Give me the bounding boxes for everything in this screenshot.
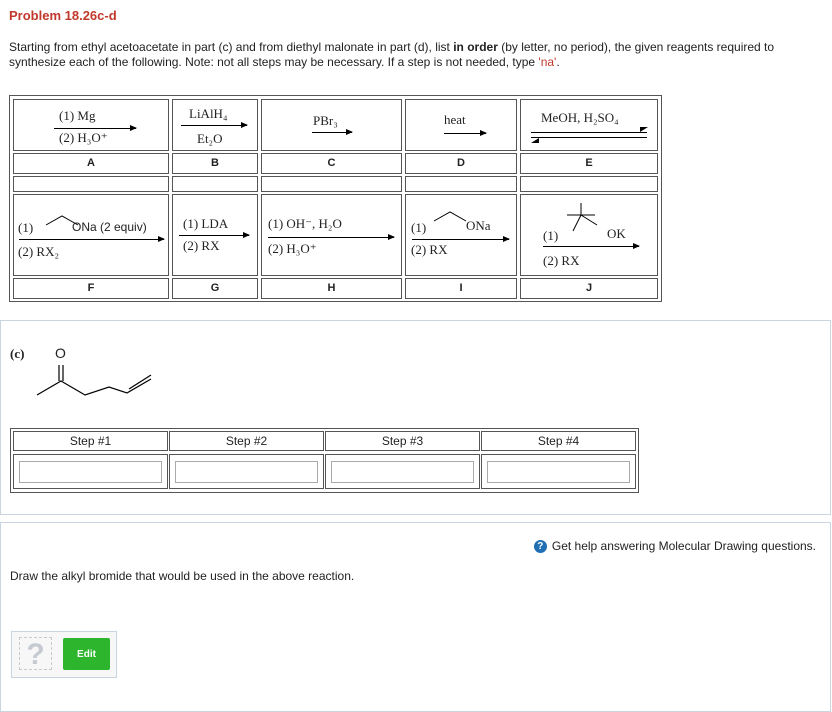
label-cell-h	[261, 278, 402, 299]
help-text: Get help answering Molecular Drawing questions.	[551, 539, 816, 553]
reagent-i-line1b: ONa	[466, 218, 491, 233]
step-input-cell-1	[13, 454, 168, 489]
label-b: B	[211, 157, 219, 169]
reagent-j-line1a: (1)	[543, 228, 559, 243]
label-h: H	[327, 282, 336, 294]
step-header-3	[325, 431, 480, 451]
spacer-cell-1	[13, 176, 169, 192]
spacer-cell-3	[261, 176, 402, 192]
spacer-cell-5	[520, 176, 658, 192]
reagent-b-arrow	[181, 125, 247, 126]
reagent-e-above: MeOH, H₂SO₄	[541, 110, 619, 125]
label-f: F	[87, 282, 95, 294]
reagent-j-line2: (2) RX	[543, 253, 580, 268]
label-c: C	[327, 157, 336, 169]
reagent-a-line2: (2) H₃O⁺	[59, 130, 108, 145]
step-3-label: Step #3	[381, 434, 424, 448]
step-input-cell-4	[481, 454, 636, 489]
reagent-cell-c	[261, 99, 402, 151]
intro-bold: in order	[453, 40, 498, 54]
reagent-h-line2: (2) H₃O⁺	[268, 241, 317, 256]
reagent-cell-g	[172, 194, 258, 276]
empty-structure-placeholder[interactable]: ?	[19, 637, 52, 670]
part-c-panel	[0, 320, 831, 515]
reagent-cell-i	[405, 194, 517, 276]
step-header-1	[13, 431, 168, 451]
label-i: I	[459, 282, 463, 294]
reagent-e-rev-head	[531, 138, 539, 143]
reagent-d-above: heat	[444, 112, 466, 127]
spacer-cell-4	[405, 176, 517, 192]
reagent-g-arrow	[179, 235, 249, 236]
reagent-f-arrow	[19, 239, 164, 240]
step-4-input[interactable]	[487, 461, 630, 483]
reagent-cell-d	[405, 99, 517, 151]
reagent-e-fwd-head	[640, 127, 648, 132]
step-input-cell-2	[169, 454, 324, 489]
drawing-panel	[0, 522, 831, 712]
step-table	[10, 428, 639, 493]
step-input-cell-3	[325, 454, 480, 489]
label-g: G	[210, 282, 220, 294]
label-cell-e	[520, 153, 658, 174]
label-cell-g	[172, 278, 258, 299]
label-cell-d	[405, 153, 517, 174]
reagent-e-fwd-arrow	[531, 132, 647, 133]
step-4-label: Step #4	[537, 434, 580, 448]
reagent-cell-b	[172, 99, 258, 151]
instructions	[9, 40, 799, 70]
label-d: D	[457, 157, 465, 169]
help-icon: ?	[534, 540, 547, 553]
label-j: J	[585, 282, 593, 294]
label-cell-c	[261, 153, 402, 174]
help-link[interactable]	[534, 539, 816, 553]
reagent-h-line1: (1) OH⁻, H₂O	[268, 216, 342, 231]
reagent-d-arrow	[444, 133, 486, 134]
reagent-b-below: Et₂O	[197, 131, 223, 146]
reagent-c-above: PBr₃	[313, 113, 338, 128]
intro-part2: (by letter, no period), the given reagents required to synthesize each of the following. Note: not all steps may be necessary. If a step is not needed, type	[9, 40, 775, 69]
reagent-a-line1: (1) Mg	[59, 108, 96, 123]
step-2-label: Step #2	[225, 434, 268, 448]
reagent-h-arrow	[268, 237, 394, 238]
intro-part1: Starting from ethyl acetoacetate in part (c) and from diethyl malonate in part (d), list	[9, 40, 454, 54]
step-header-4	[481, 431, 636, 451]
carbonyl-oxygen: O	[55, 345, 66, 361]
problem-title: Problem 18.26c-d	[9, 8, 117, 23]
step-2-input[interactable]	[175, 461, 318, 483]
reagent-b-above: LiAlH₄	[189, 106, 228, 121]
step-1-input[interactable]	[19, 461, 162, 483]
reagent-cell-f	[13, 194, 169, 276]
draw-prompt: Draw the alkyl bromide that would be used in the above reaction.	[10, 569, 355, 583]
reagent-g-line1: (1) LDA	[183, 216, 229, 231]
intro-part3: .	[556, 55, 560, 69]
problem-panel	[0, 0, 830, 312]
reagent-cell-j	[520, 194, 658, 276]
label-cell-a	[13, 153, 169, 174]
step-header-2	[169, 431, 324, 451]
spacer-cell-2	[172, 176, 258, 192]
reagent-g-line2: (2) RX	[183, 238, 220, 253]
reagent-i-line2: (2) RX	[411, 242, 448, 257]
reagent-cell-a	[13, 99, 169, 151]
reagent-e-rev-arrow	[531, 137, 647, 138]
intro-na: 'na'	[538, 55, 557, 69]
reagent-a-arrow	[54, 128, 136, 129]
label-cell-i	[405, 278, 517, 299]
part-c-label: (c)	[10, 346, 25, 361]
label-e: E	[585, 157, 593, 169]
reagent-cell-e	[520, 99, 658, 151]
reagent-table	[9, 95, 662, 302]
label-cell-b	[172, 153, 258, 174]
reagent-i-arrow	[412, 239, 509, 240]
reagent-cell-h	[261, 194, 402, 276]
label-cell-f	[13, 278, 169, 299]
edit-button[interactable]: Edit	[63, 638, 110, 670]
reagent-i-line1a: (1)	[411, 220, 427, 235]
target-molecule	[31, 345, 161, 405]
molecule-drawing-widget	[11, 631, 117, 678]
label-a: A	[87, 157, 95, 169]
reagent-f-line2: (2) RX₂	[18, 244, 59, 259]
step-1-label: Step #1	[69, 434, 112, 448]
label-cell-j	[520, 278, 658, 299]
reagent-f-line1b: ONa (2 equiv)	[72, 220, 147, 234]
tert-butyl-icon-j	[559, 199, 609, 235]
reagent-f-line1a: (1)	[18, 220, 34, 235]
reagent-j-line1b: OK	[607, 226, 626, 241]
step-3-input[interactable]	[331, 461, 474, 483]
reagent-c-arrow	[312, 132, 352, 133]
reagent-j-arrow	[543, 246, 639, 247]
